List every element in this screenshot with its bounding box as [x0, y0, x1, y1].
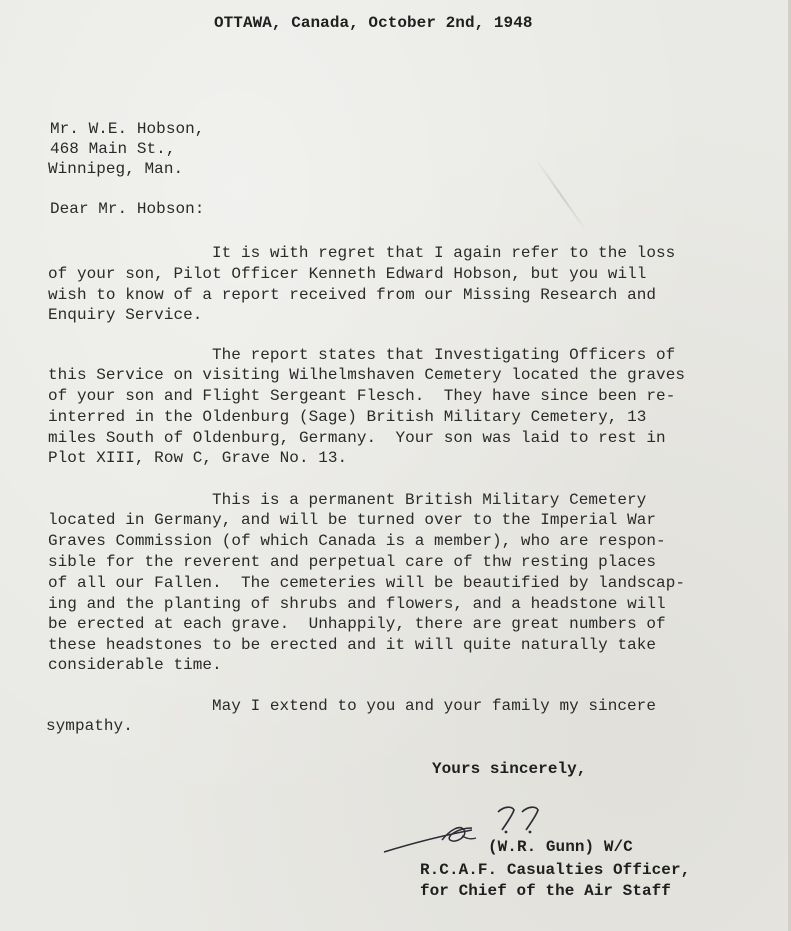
closing: Yours sincerely,: [432, 760, 587, 778]
signatory-name: (W.R. Gunn) W/C: [488, 838, 633, 856]
address-line-street: 468 Main St.,: [50, 140, 176, 158]
paragraph-3-line: these headstones to be erected and it will quite naturally take: [48, 636, 657, 654]
signatory-title: R.C.A.F. Casualties Officer,: [420, 861, 691, 879]
paragraph-3-line: sible for the reverent and perpetual care of thw resting places: [48, 553, 657, 571]
paper-fold-mark: [534, 158, 587, 233]
handwritten-signature: [380, 800, 580, 870]
dateline: OTTAWA, Canada, October 2nd, 1948: [214, 14, 533, 32]
paragraph-3-line: Graves Commission (of which Canada is a member), who are respon-: [48, 532, 666, 550]
paragraph-2-line: this Service on visiting Wilhelmshaven Cemetery located the graves: [48, 366, 686, 384]
paragraph-2-line: Plot XIII, Row C, Grave No. 13.: [48, 449, 348, 467]
address-line-city: Winnipeg, Man.: [48, 160, 184, 178]
paragraph-3-line: be erected at each grave. Unhappily, there are great numbers of: [48, 615, 666, 633]
paragraph-1-line: of your son, Pilot Officer Kenneth Edward Hobson, but you will: [48, 265, 647, 283]
paragraph-3-line: of all our Fallen. The cemeteries will be beautified by landscap-: [48, 574, 686, 592]
salutation: Dear Mr. Hobson:: [50, 200, 205, 218]
paragraph-3-line: This is a permanent British Military Cemetery: [212, 491, 647, 509]
paragraph-3-line: considerable time.: [48, 656, 222, 674]
paragraph-2-line: interred in the Oldenburg (Sage) British Military Cemetery, 13: [48, 408, 647, 426]
address-line-name: Mr. W.E. Hobson,: [50, 120, 205, 138]
paragraph-2-line: miles South of Oldenburg, Germany. Your son was laid to rest in: [48, 429, 666, 447]
paragraph-2-line: The report states that Investigating Officers of: [212, 346, 676, 364]
paragraph-2-line: of your son and Flight Sergeant Flesch. They have since been re-: [48, 387, 676, 405]
paragraph-1-line: Enquiry Service.: [48, 306, 203, 324]
paragraph-1-line: It is with regret that I again refer to the loss: [212, 244, 676, 262]
signatory-office: for Chief of the Air Staff: [420, 882, 671, 900]
paragraph-1-line: wish to know of a report received from our Missing Research and: [48, 286, 657, 304]
paragraph-3-line: located in Germany, and will be turned over to the Imperial War: [48, 511, 657, 529]
paragraph-4-line: May I extend to you and your family my sincere: [212, 697, 656, 715]
paragraph-4-line: sympathy.: [46, 717, 133, 735]
paragraph-3-line: ing and the planting of shrubs and flowers, and a headstone will: [48, 595, 666, 613]
